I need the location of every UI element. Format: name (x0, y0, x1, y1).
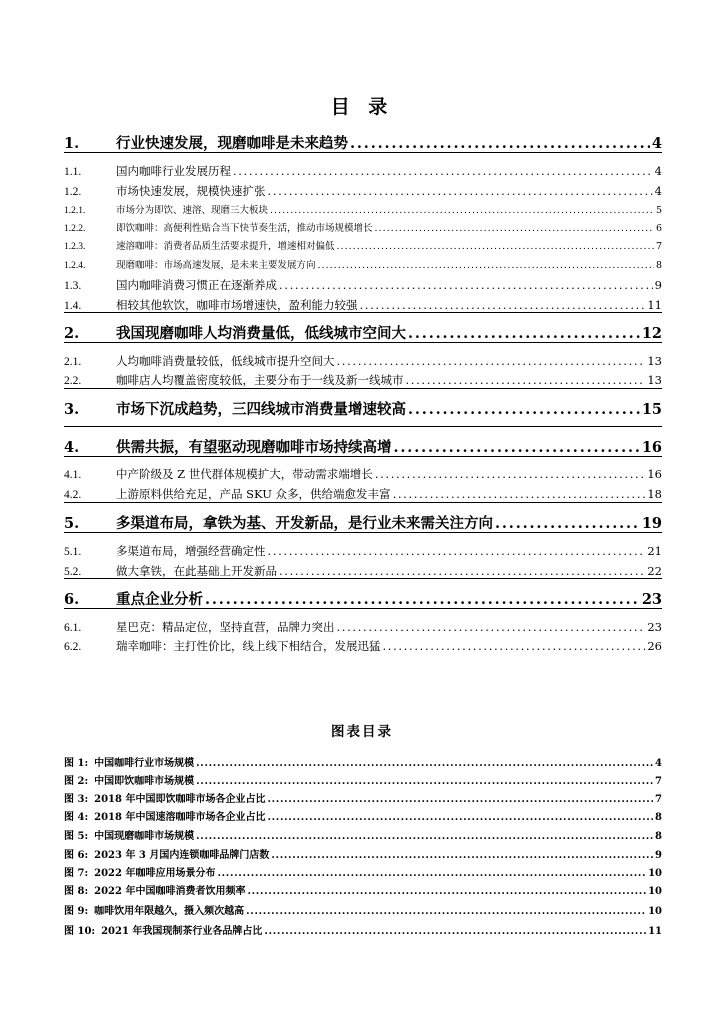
toc-entry-number: 2. (64, 325, 80, 342)
section-divider (64, 532, 662, 533)
figure-title: 中国咖啡行业市场规模 (94, 758, 195, 769)
figure-title: 2023 年 3 月国内连锁咖啡品牌门店数 (94, 850, 270, 861)
toc-entry-title: 速溶咖啡：消费者品质生活要求提升，增速相对偏低 (116, 241, 335, 252)
toc-entry[interactable] (64, 163, 662, 179)
toc-entry-number: 6.2. (64, 641, 82, 653)
dot-leader (383, 639, 646, 653)
section-divider (64, 152, 662, 153)
toc-entry-title: 市场快速发展，规模快速扩张 (116, 184, 266, 198)
toc-entry-number: 5.1. (64, 546, 82, 558)
toc-entry-number: 1.2. (64, 186, 82, 198)
toc-entry-title: 咖啡店人均覆盖密度较低，主要分布于一线及新一线城市 (116, 373, 404, 387)
toc-entry[interactable] (64, 466, 662, 482)
dot-leader (360, 298, 646, 312)
dot-leader (268, 184, 653, 198)
toc-entry-title: 我国现磨咖啡人均消费量低，低线城市空间大 (116, 325, 406, 342)
figure-page: 11 (648, 926, 662, 937)
dot-leader (196, 831, 653, 842)
figure-page: 8 (655, 831, 662, 842)
dot-leader (267, 794, 653, 805)
dot-leader (270, 205, 654, 216)
toc-entry[interactable] (64, 277, 662, 293)
toc-entry-page: 22 (647, 564, 662, 578)
toc-entry-title: 国内咖啡消费习惯正在逐渐养成 (116, 278, 277, 292)
figure-page: 4 (655, 758, 662, 769)
figure-label: 图 10: (64, 926, 96, 937)
toc-entry-title: 即饮咖啡：高便利性贴合当下快节奏生活，推动市场规模增长 (116, 223, 373, 234)
toc-entry[interactable] (64, 512, 662, 533)
toc-entry-page: 16 (641, 439, 662, 456)
toc-entry[interactable] (64, 543, 662, 559)
toc-entry-number: 1.2.1. (64, 206, 86, 216)
toc-entry-number: 1.2.3. (64, 242, 86, 252)
toc-entry-page: 7 (655, 241, 662, 252)
toc-entry-number: 6.1. (64, 622, 82, 634)
dot-leader (264, 926, 646, 937)
figure-label: 图 3: (64, 794, 89, 805)
figure-page: 7 (655, 794, 662, 805)
figure-page: 7 (655, 776, 662, 787)
section-divider (64, 342, 662, 343)
figure-page: 10 (648, 868, 662, 879)
dot-leader (408, 401, 640, 418)
figure-label: 图 2: (64, 776, 89, 787)
toc-entry-title: 中产阶级及 Z 世代群体规模扩大，带动需求端增长 (116, 467, 373, 481)
figure-entry[interactable] (64, 846, 662, 861)
figure-title: 2022 年中国咖啡消费者饮用频率 (94, 886, 246, 897)
toc-entry-page: 18 (647, 487, 662, 501)
toc-entry[interactable] (64, 353, 662, 369)
dot-leader (247, 886, 646, 897)
figure-title: 中国即饮咖啡市场规模 (94, 776, 195, 787)
figure-title: 2018 年中国即饮咖啡市场各企业占比 (94, 794, 266, 805)
figure-label: 图 8: (64, 886, 89, 897)
figure-entry[interactable] (64, 772, 662, 787)
toc-entry-number: 6. (64, 591, 80, 608)
dot-leader (393, 487, 646, 501)
dot-leader (337, 354, 646, 368)
toc-entry-page: 11 (647, 298, 662, 312)
figure-page: 9 (655, 850, 662, 861)
toc-entry[interactable] (64, 563, 662, 579)
dot-leader (205, 591, 640, 608)
toc-entry[interactable] (64, 619, 662, 635)
section-divider (64, 456, 662, 457)
dot-leader (375, 467, 646, 481)
toc-entry-number: 5. (64, 515, 80, 532)
toc-entry[interactable] (64, 638, 662, 654)
toc-entry[interactable] (64, 257, 662, 271)
toc-entry[interactable] (64, 220, 662, 234)
toc-entry-title: 现磨咖啡：市场高速发展，是未来主要发展方向 (116, 260, 316, 271)
toc-entry-title: 国内咖啡行业发展历程 (116, 164, 231, 178)
toc-entry-number: 1.3. (64, 280, 82, 292)
toc-entry[interactable] (64, 372, 662, 388)
toc-entry-page: 23 (647, 620, 662, 634)
toc-entry-page: 9 (654, 278, 662, 292)
figure-title: 2022 年咖啡应用场景分布 (94, 868, 216, 879)
toc-entry-title: 行业快速发展，现磨咖啡是未来趋势 (116, 135, 348, 152)
toc-entry[interactable] (64, 238, 662, 252)
dot-leader (406, 373, 646, 387)
dot-leader (271, 850, 653, 861)
toc-entry[interactable] (64, 486, 662, 502)
toc-entry-number: 2.2. (64, 375, 82, 387)
toc-entry-page: 15 (641, 401, 662, 418)
figure-title: 2021 年我国现制茶行业各品牌占比 (101, 926, 263, 937)
dot-leader (337, 241, 654, 252)
toc-entry-title: 重点企业分析 (116, 591, 203, 608)
dot-leader (268, 544, 646, 558)
dot-leader (217, 868, 646, 879)
figure-entry[interactable] (64, 922, 662, 937)
section-divider (64, 426, 662, 427)
toc-entry-number: 1. (64, 135, 80, 152)
toc-entry-number: 3. (64, 401, 80, 418)
toc-entry-number: 4.2. (64, 489, 82, 501)
figure-title: 中国现磨咖啡市场规模 (94, 831, 195, 842)
section-divider (64, 312, 662, 313)
dot-leader (408, 325, 640, 342)
dot-leader (495, 515, 640, 532)
toc-entry-page: 12 (641, 325, 662, 342)
toc-entry[interactable] (64, 322, 662, 343)
dot-leader (279, 278, 653, 292)
section-divider (64, 388, 662, 389)
dot-leader (350, 135, 650, 152)
figure-label: 图 7: (64, 868, 89, 879)
figure-label: 图 4: (64, 812, 89, 823)
toc-entry[interactable] (64, 398, 662, 419)
toc-entry-title: 上游原料供给充足，产品 SKU 众多，供给端愈发丰富 (116, 487, 391, 501)
toc-entry-page: 4 (654, 184, 662, 198)
toc-entry[interactable] (64, 183, 662, 199)
toc-entry-page: 4 (654, 164, 662, 178)
figures-title: 图表目录 (331, 724, 393, 740)
dot-leader (337, 620, 646, 634)
dot-leader (279, 564, 645, 578)
figure-entry[interactable] (64, 827, 662, 842)
toc-entry-page: 4 (651, 135, 662, 152)
toc-entry[interactable] (64, 132, 662, 153)
toc-entry-number: 1.1. (64, 166, 82, 178)
figure-label: 图 9: (64, 906, 89, 917)
dot-leader (394, 439, 640, 456)
dot-leader (318, 260, 654, 271)
toc-entry-page: 6 (655, 223, 662, 234)
figure-page: 10 (648, 906, 662, 917)
figure-entry[interactable] (64, 754, 662, 769)
figure-label: 图 1: (64, 758, 89, 769)
toc-entry-title: 瑞幸咖啡：主打性价比，线上线下相结合，发展迅猛 (116, 639, 381, 653)
figure-entry[interactable] (64, 808, 662, 823)
figure-page: 10 (648, 886, 662, 897)
toc-entry-page: 13 (647, 373, 662, 387)
dot-leader (246, 906, 646, 917)
toc-entry-title: 做大拿铁，在此基础上开发新品 (116, 564, 277, 578)
toc-entry-number: 4.1. (64, 469, 82, 481)
figure-title: 2018 年中国速溶咖啡市场各企业占比 (94, 812, 266, 823)
toc-entry-page: 16 (647, 467, 662, 481)
figure-page: 8 (655, 812, 662, 823)
figure-entry[interactable] (64, 902, 662, 917)
toc-entry-title: 市场下沉成趋势，三四线城市消费量增速较高 (116, 401, 406, 418)
dot-leader (375, 223, 654, 234)
toc-entry-page: 19 (641, 515, 662, 532)
toc-entry-title: 星巴克：精品定位，坚持直营，品牌力突出 (116, 620, 335, 634)
toc-entry-title: 相较其他软饮，咖啡市场增速快，盈利能力较强 (116, 298, 358, 312)
toc-entry-title: 人均咖啡消费量较低，低线城市提升空间大 (116, 354, 335, 368)
figure-entry[interactable] (64, 790, 662, 805)
toc-entry-title: 市场分为即饮、速溶、现磨三大板块 (116, 205, 269, 216)
toc-entry-page: 8 (655, 260, 662, 271)
dot-leader (196, 776, 653, 787)
toc-entry-number: 5.2. (64, 566, 82, 578)
section-divider (64, 578, 662, 579)
dot-leader (267, 812, 653, 823)
toc-entry[interactable] (64, 436, 662, 457)
dot-leader (196, 758, 653, 769)
toc-entry-title: 供需共振，有望驱动现磨咖啡市场持续高增 (116, 439, 392, 456)
toc-entry-title: 多渠道布局，增强经营确定性 (116, 544, 266, 558)
toc-entry-page: 5 (655, 205, 662, 216)
toc-entry[interactable] (64, 588, 662, 609)
section-divider (64, 608, 662, 609)
toc-entry-page: 23 (641, 591, 662, 608)
toc-entry-number: 4. (64, 439, 80, 456)
figure-entry[interactable] (64, 864, 662, 879)
toc-entry[interactable] (64, 297, 662, 313)
figure-entry[interactable] (64, 882, 662, 897)
section-divider (64, 502, 662, 503)
toc-entry-page: 26 (647, 639, 662, 653)
toc-entry-page: 13 (647, 354, 662, 368)
toc-entry-number: 1.2.2. (64, 224, 86, 234)
toc-entry-number: 2.1. (64, 356, 82, 368)
figure-title: 咖啡饮用年限越久，摄入频次越高 (94, 906, 245, 917)
toc-entry-number: 1.2.4. (64, 261, 86, 271)
figure-label: 图 5: (64, 831, 89, 842)
toc-entry[interactable] (64, 202, 662, 216)
toc-title: 目 录 (330, 96, 394, 118)
dot-leader (233, 164, 653, 178)
toc-entry-page: 21 (647, 544, 662, 558)
toc-entry-title: 多渠道布局，拿铁为基、开发新品，是行业未来需关注方向 (116, 515, 493, 532)
figure-label: 图 6: (64, 850, 89, 861)
toc-entry-number: 1.4. (64, 300, 82, 312)
